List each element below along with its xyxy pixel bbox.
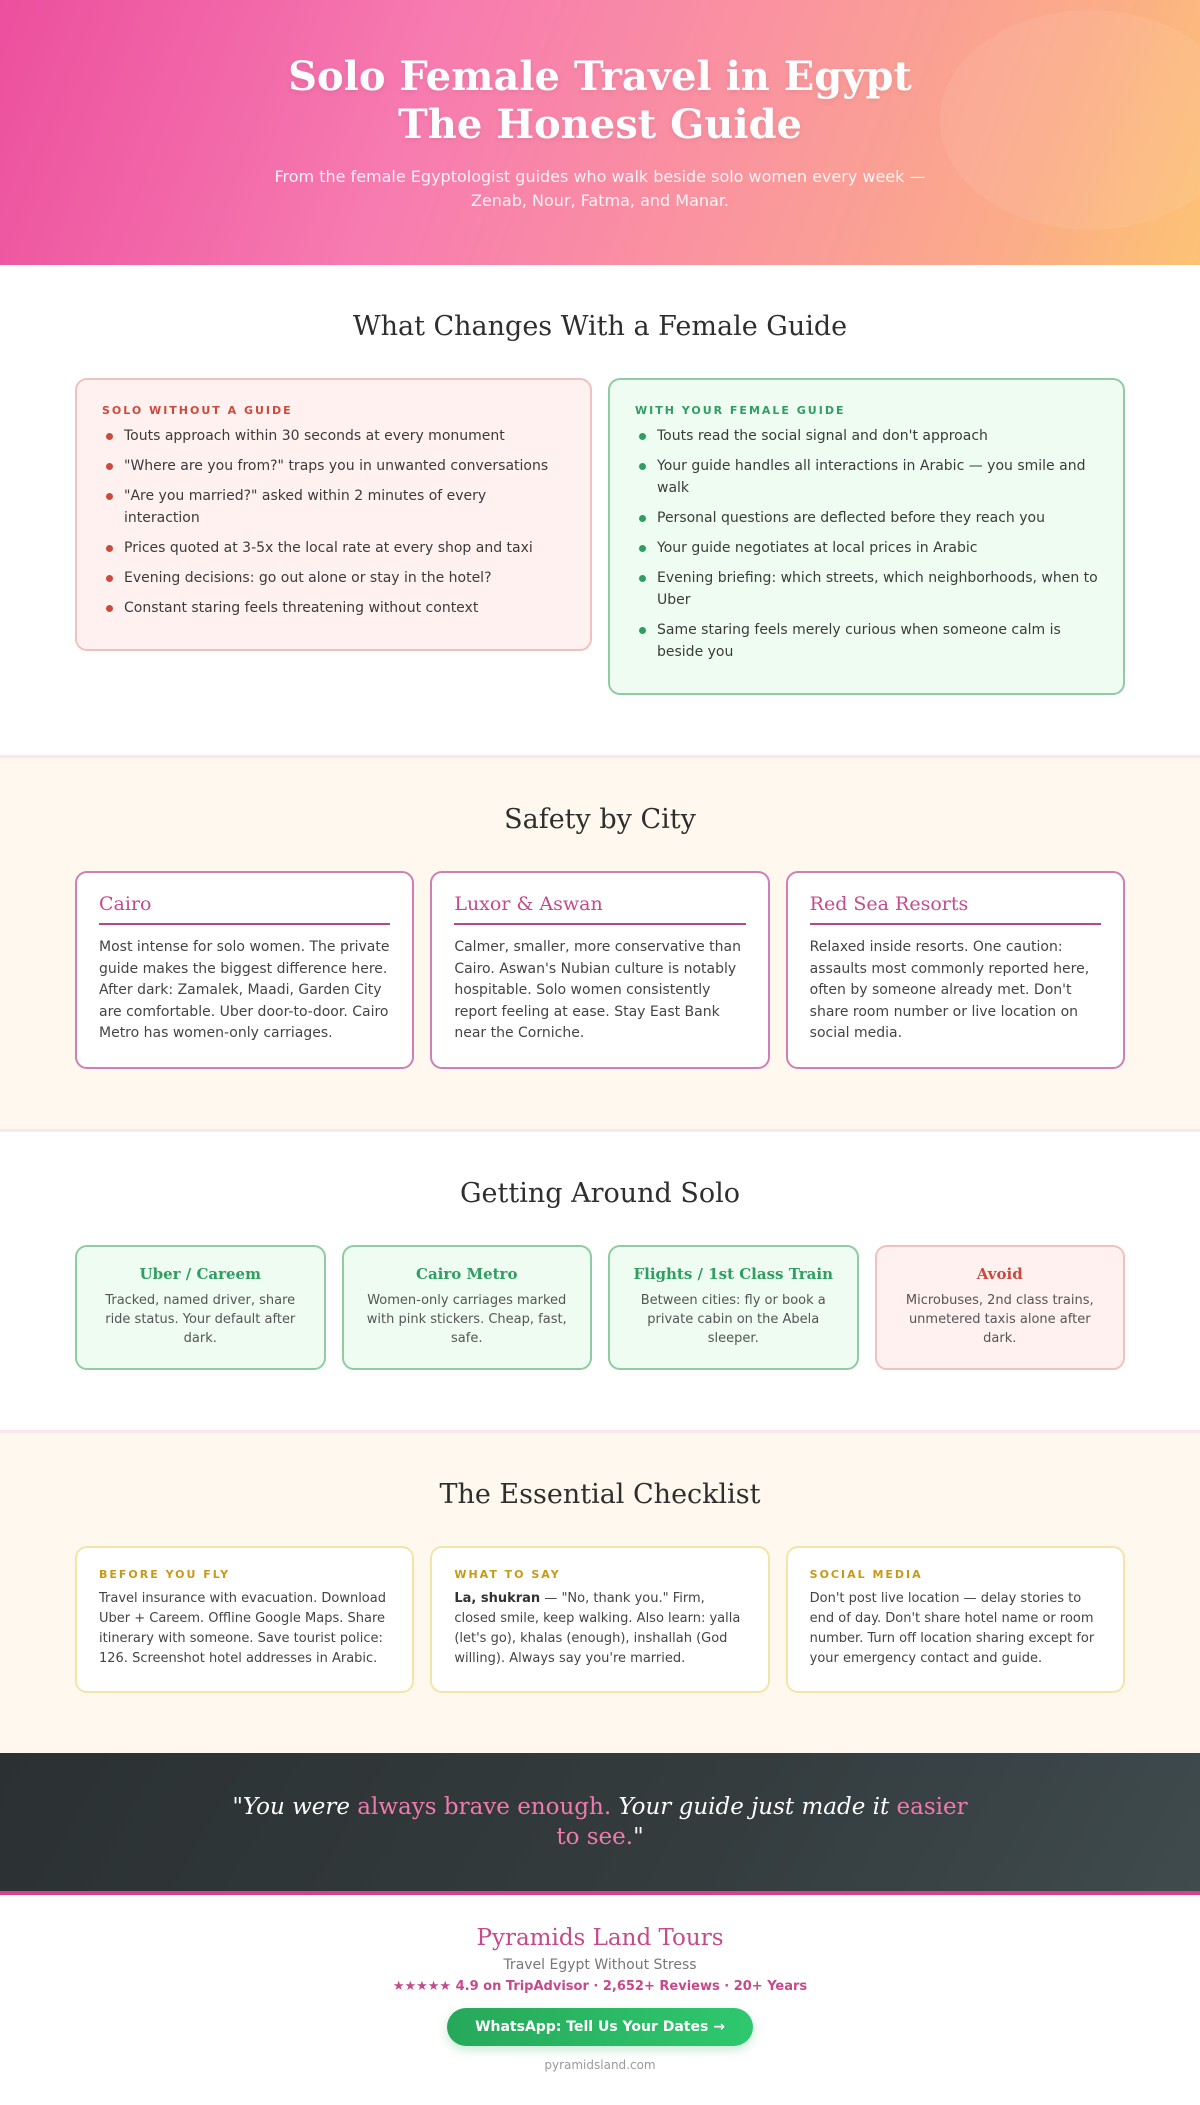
quote-highlight: always brave enough.	[357, 1793, 612, 1820]
without-guide-heading: SOLO WITHOUT A GUIDE	[102, 404, 293, 417]
getting-around-section	[0, 1132, 1200, 1433]
list-item: Evening decisions: go out alone or stay in the hotel?	[102, 567, 565, 589]
transport-description: Women-only carriages marked with pink stickers. Cheap, fast, safe.	[366, 1292, 567, 1346]
transport-card-metro	[342, 1245, 593, 1370]
city-cards	[75, 871, 1125, 1069]
transport-description: Tracked, named driver, share ride status. Your default after dark.	[105, 1292, 296, 1346]
getting-around-title: Getting Around Solo	[459, 1177, 741, 1209]
transport-description: Between cities: fly or book a private cabin on the Abela sleeper.	[640, 1292, 826, 1346]
hero-subtitle: From the female Egyptologist guides who walk beside solo women every week — Zenab, Nour, Fatma, and Manar.	[274, 166, 926, 210]
transport-cards	[75, 1245, 1125, 1370]
quote-highlight: easier to see.	[556, 1793, 968, 1850]
list-item: Same staring feels merely curious when someone calm is beside you	[635, 619, 1098, 663]
city-description: Most intense for solo women. The private guide makes the biggest difference here. After dark: Zamalek, Maadi, Garden City are comfortable. Uber door-to-door. Cairo Metro has women-only carriages.	[99, 939, 390, 1041]
whatsapp-cta-button[interactable]: WhatsApp: Tell Us Your Dates →	[447, 2008, 753, 2046]
city-card-red-sea	[786, 871, 1125, 1069]
safety-by-city-title: Safety by City	[504, 804, 696, 835]
checklist-cards	[75, 1546, 1125, 1693]
list-item: Prices quoted at 3-5x the local rate at every shop and taxi	[102, 537, 565, 559]
city-description: Relaxed inside resorts. One caution: assaults most commonly reported here, often by someone already met. Don't share room number or live location on social media.	[809, 939, 1090, 1041]
list-item: Touts read the social signal and don't approach	[635, 425, 1098, 447]
without-guide-list	[102, 425, 565, 619]
list-item: Your guide negotiates at local prices in Arabic	[635, 537, 1098, 559]
with-guide-list	[635, 425, 1098, 663]
list-item: Evening briefing: which streets, which neighborhoods, when to Uber	[635, 567, 1098, 611]
checklist-heading: SOCIAL MEDIA	[809, 1567, 923, 1581]
quote-banner	[0, 1753, 1200, 1895]
checklist-section	[0, 1433, 1200, 1753]
list-item: Personal questions are deflected before they reach you	[635, 507, 1098, 529]
comparison-title: What Changes With a Female Guide	[352, 311, 848, 342]
list-item: "Where are you from?" traps you in unwanted conversations	[102, 455, 565, 477]
transport-card-avoid	[875, 1245, 1126, 1370]
title-line-1: Solo Female Travel in Egypt	[288, 52, 912, 100]
transport-name: Avoid	[976, 1264, 1023, 1283]
checklist-text	[454, 1589, 745, 1669]
city-name: Cairo	[99, 893, 390, 925]
transport-card-flights-train	[608, 1245, 859, 1370]
city-description: Calmer, smaller, more conservative than Cairo. Aswan's Nubian culture is notably hospitable. Solo women consistently report feeling at ease. Stay East Bank near the Corniche.	[454, 939, 741, 1041]
city-card-luxor-aswan	[430, 871, 769, 1069]
site-domain-link[interactable]: pyramidsland.com	[544, 2057, 656, 2072]
transport-name: Cairo Metro	[416, 1264, 518, 1283]
page-title	[288, 53, 912, 149]
comparison-cards	[75, 378, 1125, 695]
phrase-highlight: La, shukran	[454, 1590, 541, 1606]
hero-banner	[0, 0, 1200, 265]
checklist-card-what-to-say	[430, 1546, 769, 1693]
brand-tagline: Travel Egypt Without Stress	[503, 1956, 697, 1973]
safety-by-city-section	[0, 758, 1200, 1132]
checklist-card-social-media	[786, 1546, 1125, 1693]
with-guide-heading: WITH YOUR FEMALE GUIDE	[635, 404, 846, 417]
list-item: Touts approach within 30 seconds at every monument	[102, 425, 565, 447]
transport-card-uber	[75, 1245, 326, 1370]
city-name: Luxor & Aswan	[454, 893, 745, 925]
checklist-title: The Essential Checklist	[439, 1478, 761, 1510]
transport-name: Flights / 1st Class Train	[633, 1264, 834, 1283]
title-line-2: The Honest Guide	[397, 100, 802, 148]
checklist-heading: WHAT TO SAY	[454, 1567, 561, 1581]
quote-part: "	[633, 1823, 644, 1850]
city-card-cairo	[75, 871, 414, 1069]
transport-description: Microbuses, 2nd class trains, unmetered taxis alone after dark.	[905, 1292, 1094, 1346]
checklist-card-before-fly	[75, 1546, 414, 1693]
list-item: Your guide handles all interactions in Arabic — you smile and walk	[635, 455, 1098, 499]
quote-part: Your guide just made it	[611, 1793, 897, 1820]
phrase-explanation: — "No, thank you." Firm, closed smile, keep walking. Also learn: yalla (let's go), khalas (enough), inshallah (God willing). Always say you're married.	[454, 1590, 741, 1666]
with-guide-card	[608, 378, 1125, 695]
quote-text	[220, 1792, 980, 1852]
city-name: Red Sea Resorts	[810, 893, 1101, 925]
checklist-heading: BEFORE YOU FLY	[99, 1567, 231, 1581]
comparison-section	[0, 265, 1200, 758]
footer	[0, 1895, 1200, 2072]
brand-name: Pyramids Land Tours	[476, 1924, 724, 1951]
checklist-text: Don't post live location — delay stories to end of day. Don't share hotel name or room number. Turn off location sharing except for your emergency contact and guide.	[809, 1590, 1095, 1666]
list-item: "Are you married?" asked within 2 minutes of every interaction	[102, 485, 565, 529]
transport-name: Uber / Careem	[139, 1264, 261, 1283]
rating-badge: ★★★★★ 4.9 on TripAdvisor · 2,652+ Reviews · 20+ Years	[392, 1978, 808, 1994]
without-guide-card	[75, 378, 592, 651]
checklist-text: Travel insurance with evacuation. Download Uber + Careem. Offline Google Maps. Share itinerary with someone. Save tourist police: 126. Screenshot hotel addresses in Arabic.	[99, 1590, 386, 1666]
list-item: Constant staring feels threatening without context	[102, 597, 565, 619]
quote-part: "You were	[232, 1793, 358, 1820]
